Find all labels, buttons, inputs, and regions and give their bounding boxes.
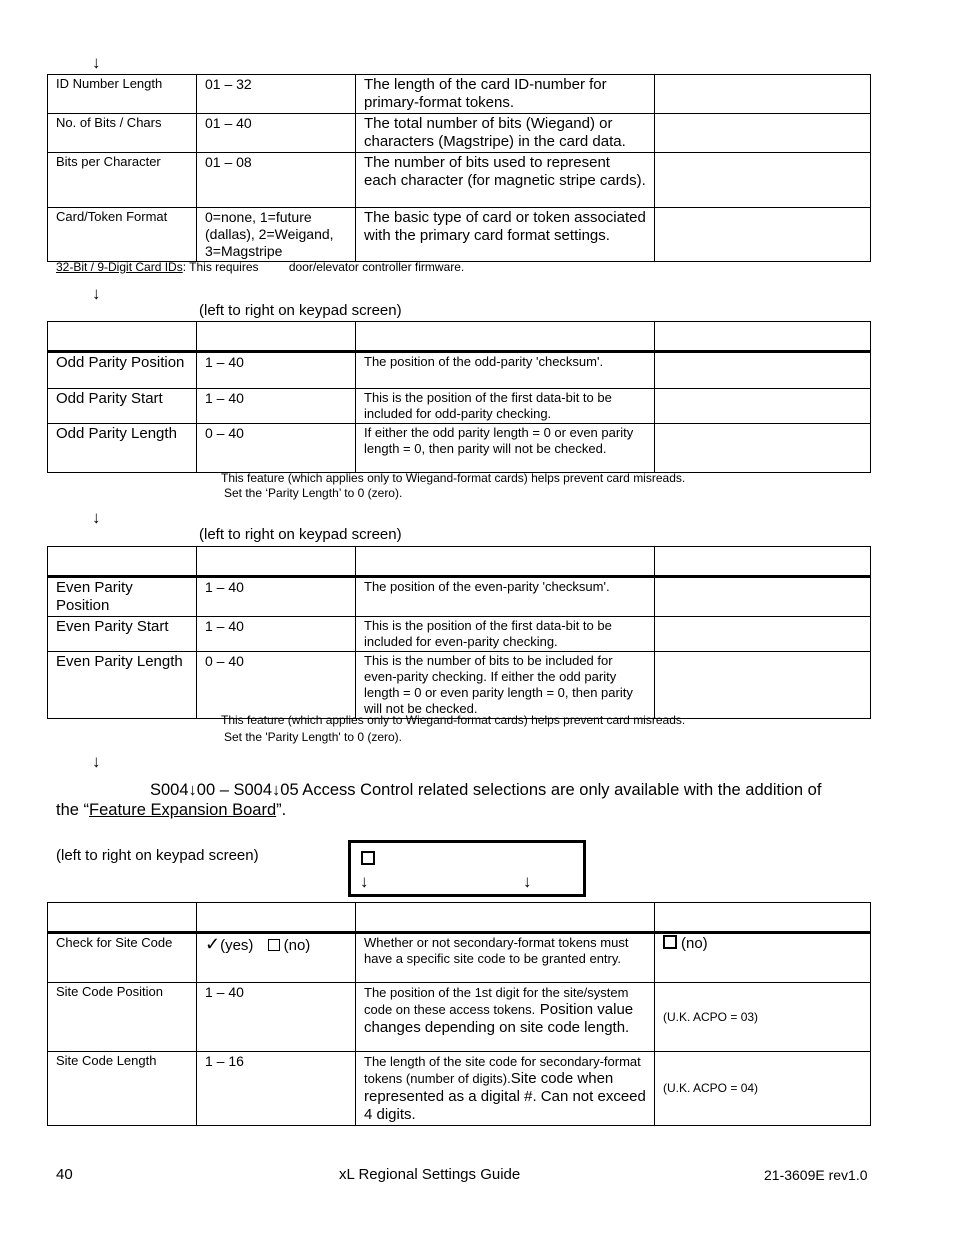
- expansion-paragraph-line2: [56, 801, 286, 820]
- setting-name: Odd Parity Start: [48, 389, 197, 424]
- setting-default: [655, 617, 871, 652]
- setting-name: No. of Bits / Chars: [48, 114, 197, 153]
- checkbox-icon: [268, 939, 280, 951]
- table-row: [48, 208, 871, 262]
- table-row: [48, 352, 871, 389]
- table-caption: (left to right on keypad screen): [199, 526, 402, 543]
- setting-description: The length of the card ID-number for primary-format tokens.: [356, 75, 655, 114]
- setting-range: 0 – 40: [197, 424, 356, 473]
- table-row: [48, 389, 871, 424]
- site-code-table: [47, 902, 871, 1126]
- setting-description: The number of bits used to represent each character (for magnetic stripe cards).: [356, 153, 655, 208]
- setting-range: 1 – 40: [197, 617, 356, 652]
- table-row: [48, 577, 871, 617]
- setting-range: 01 – 40: [197, 114, 356, 153]
- setting-description: The position of the even-parity 'checksum'.: [356, 577, 655, 617]
- table-row: [48, 983, 871, 1052]
- setting-default: [655, 352, 871, 389]
- setting-description: [356, 1052, 655, 1126]
- expansion-paragraph: [150, 781, 821, 800]
- down-arrow-icon: ↓: [92, 284, 101, 303]
- paragraph-text: 05 Access Control related selections are only available with the addition of: [280, 781, 822, 799]
- even-parity-table: [47, 546, 871, 719]
- setting-name: Odd Parity Position: [48, 352, 197, 389]
- setting-range: 0=none, 1=future (dallas), 2=Weigand, 3=Magstripe: [197, 208, 356, 262]
- down-arrow-icon: ↓: [360, 872, 369, 891]
- yes-no-options: [197, 933, 356, 983]
- setting-default: (U.K. ACPO = 03): [655, 983, 871, 1052]
- note-text: : This requires: [182, 260, 259, 274]
- down-arrow-icon: ↓: [92, 752, 101, 771]
- description-text: Position value changes depending on site code length.: [364, 1001, 634, 1036]
- setting-name: Even Parity Length: [48, 652, 197, 719]
- setting-range: 1 – 40: [197, 352, 356, 389]
- setting-range: 1 – 40: [197, 577, 356, 617]
- table-row: [48, 1052, 871, 1126]
- description-text: Site code when represented as a digital #. Can not exceed 4 digits.: [364, 1070, 646, 1123]
- down-arrow-icon: ↓: [92, 508, 101, 527]
- setting-description: This is the position of the first data-bit to be included for even-parity checking.: [356, 617, 655, 652]
- parity-note: This feature (which applies only to Wiegand-format cards) helps prevent card misreads.: [221, 713, 686, 727]
- document-code: 21-3609E rev1.0: [764, 1167, 868, 1183]
- odd-parity-table: [47, 321, 871, 473]
- checkbox-icon: [361, 851, 375, 865]
- note-text: door/elevator controller firmware.: [288, 260, 465, 274]
- default-value: (no): [681, 935, 708, 952]
- paragraph-text: 00 – S004: [196, 781, 273, 799]
- setting-default: [655, 114, 871, 153]
- setting-default: (U.K. ACPO = 04): [655, 1052, 871, 1126]
- setting-description: [356, 983, 655, 1052]
- table-row: [48, 153, 871, 208]
- setting-default: [655, 75, 871, 114]
- option-no: (no): [283, 937, 311, 954]
- check-icon: ✓: [205, 934, 221, 954]
- setting-name: Site Code Length: [48, 1052, 197, 1126]
- setting-default: [655, 389, 871, 424]
- setting-name: Card/Token Format: [48, 208, 197, 262]
- setting-range: 1 – 40: [197, 983, 356, 1052]
- setting-range: 0 – 40: [197, 652, 356, 719]
- document-title: xL Regional Settings Guide: [339, 1166, 521, 1183]
- setting-range: 01 – 08: [197, 153, 356, 208]
- setting-name: ID Number Length: [48, 75, 197, 114]
- setting-name: Even Parity Start: [48, 617, 197, 652]
- table-caption: (left to right on keypad screen): [199, 302, 402, 319]
- parity-note: Set the 'Parity Length' to 0 (zero).: [224, 730, 403, 744]
- table-row: [48, 652, 871, 719]
- down-arrow-icon: ↓: [92, 53, 101, 72]
- option-yes: (yes): [220, 937, 254, 954]
- header-row: [48, 903, 871, 933]
- table-row: [48, 75, 871, 114]
- checkbox-icon: [663, 935, 677, 949]
- table-caption: (left to right on keypad screen): [56, 847, 259, 864]
- paragraph-text: S004: [150, 781, 189, 799]
- setting-name: Even Parity Position: [48, 577, 197, 617]
- setting-description: The position of the odd-parity 'checksum'.: [356, 352, 655, 389]
- setting-description: If either the odd parity length = 0 or even parity length = 0, then parity will not be checked.: [356, 424, 655, 473]
- setting-range: 01 – 32: [197, 75, 356, 114]
- header-row: [48, 547, 871, 577]
- description-text: The position of the 1st digit for the site/system code on these access tokens.: [364, 985, 629, 1017]
- down-arrow-icon: ↓: [188, 781, 197, 799]
- setting-description: The total number of bits (Wiegand) or characters (Magstripe) in the card data.: [356, 114, 655, 153]
- parity-note: This feature (which applies only to Wiegand-format cards) helps prevent card misreads.: [221, 471, 686, 485]
- header-row: [48, 322, 871, 352]
- card-id-link[interactable]: 32-Bit / 9-Digit Card IDs: [56, 260, 183, 274]
- setting-default: [655, 208, 871, 262]
- paragraph-text: the “: [56, 801, 90, 819]
- firmware-note: [56, 260, 464, 274]
- setting-description: The basic type of card or token associated with the primary card format settings.: [356, 208, 655, 262]
- setting-default: [655, 577, 871, 617]
- setting-name: Check for Site Code: [48, 933, 197, 983]
- table-row: [48, 933, 871, 983]
- setting-default: [655, 424, 871, 473]
- setting-description: This is the number of bits to be included for even-parity checking. If either the odd parity length = 0 or even parity length = 0, then parity will not be checked.: [356, 652, 655, 719]
- setting-name: Site Code Position: [48, 983, 197, 1052]
- setting-description: This is the position of the first data-bit to be included for odd-parity checking.: [356, 389, 655, 424]
- card-format-table: [47, 74, 871, 262]
- setting-name: Odd Parity Length: [48, 424, 197, 473]
- keypad-screen-box: [348, 840, 586, 897]
- setting-name: Bits per Character: [48, 153, 197, 208]
- setting-default: [655, 153, 871, 208]
- paragraph-text: ”.: [276, 801, 287, 819]
- setting-range: 1 – 16: [197, 1052, 356, 1126]
- description-text: The length of the site code for secondary-format tokens (number of digits).: [364, 1054, 641, 1086]
- down-arrow-icon: ↓: [272, 781, 281, 799]
- parity-note: Set the ‘Parity Length’ to 0 (zero).: [224, 486, 403, 500]
- feature-expansion-board-link[interactable]: Feature Expansion Board: [89, 801, 277, 819]
- setting-description: Whether or not secondary-format tokens must have a specific site code to be granted entry.: [356, 933, 655, 983]
- setting-default: [655, 652, 871, 719]
- setting-default: [655, 933, 871, 983]
- down-arrow-icon: ↓: [523, 872, 532, 891]
- table-row: [48, 424, 871, 473]
- table-row: [48, 617, 871, 652]
- table-row: [48, 114, 871, 153]
- setting-range: 1 – 40: [197, 389, 356, 424]
- page-number: 40: [56, 1166, 73, 1183]
